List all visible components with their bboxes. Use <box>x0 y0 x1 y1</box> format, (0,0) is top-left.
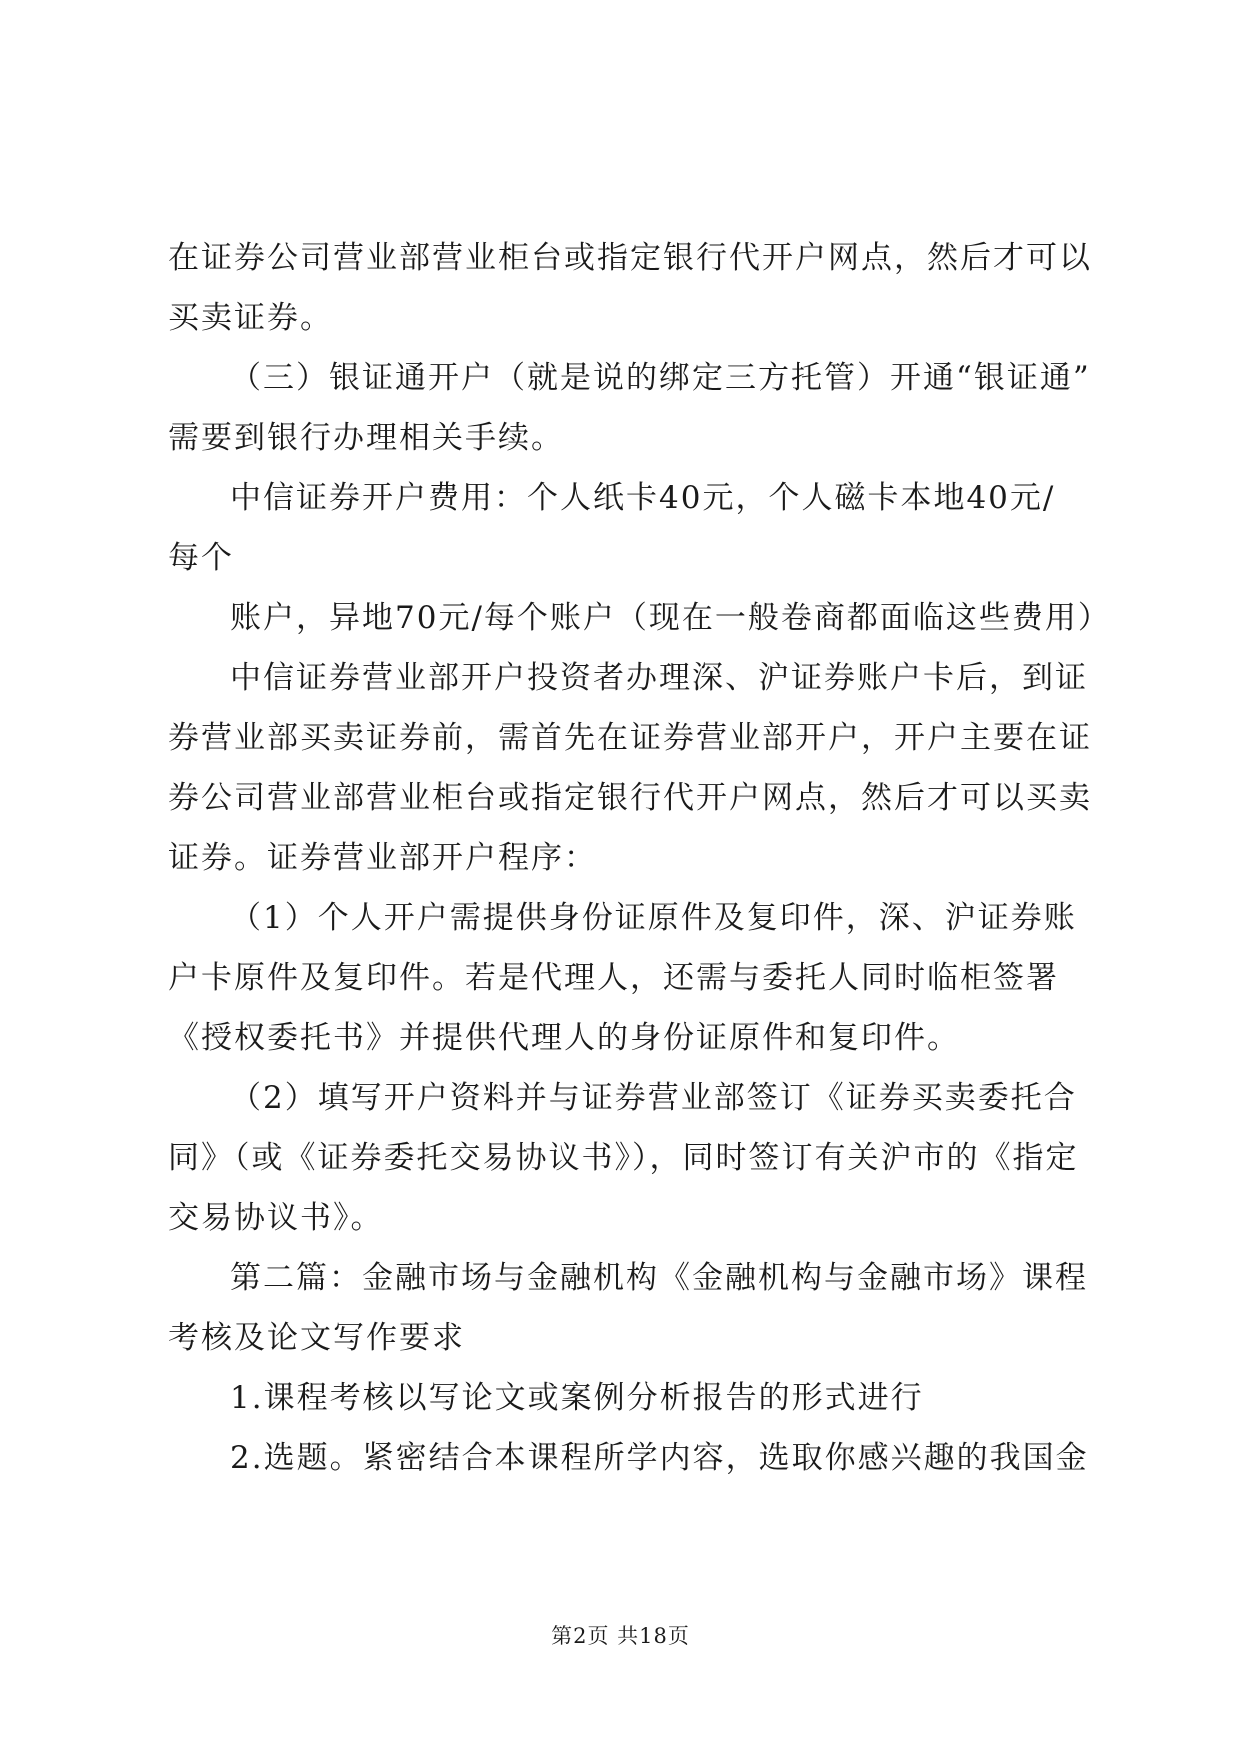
text-line: 账户，异地70元/每个账户（现在一般卷商都面临这些费用） <box>230 600 1111 636</box>
text-line: 券公司营业部营业柜台或指定银行代开户网点，然后才可以买卖 <box>168 780 1092 816</box>
text-line: 券营业部买卖证券前，需首先在证券营业部开户，开户主要在证 <box>168 720 1092 756</box>
text-line: 在证券公司营业部营业柜台或指定银行代开户网点，然后才可以 <box>168 240 1092 276</box>
page-number-footer: 第2页 共18页 <box>551 1624 690 1648</box>
text-line: 需要到银行办理相关手续。 <box>168 420 564 456</box>
text-line: 交易协议书》。 <box>168 1200 384 1236</box>
document-body <box>168 228 1111 1488</box>
section-heading-line: 考核及论文写作要求 <box>168 1320 465 1356</box>
text-line: 证券。证券营业部开户程序： <box>168 840 597 876</box>
text-line: 买卖证券。 <box>168 300 333 336</box>
text-line: 每个 <box>168 540 234 576</box>
text-line: 同》（或《证券委托交易协议书》），同时签订有关沪市的《指定 <box>168 1140 1079 1176</box>
text-line: 《授权委托书》并提供代理人的身份证原件和复印件。 <box>168 1020 960 1056</box>
section-heading-line: 第二篇：金融市场与金融机构《金融机构与金融市场》课程 <box>230 1260 1088 1296</box>
text-line: （2）填写开户资料并与证券营业部签订《证券买卖委托合 <box>230 1080 1077 1116</box>
text-line: 1.课程考核以写论文或案例分析报告的形式进行 <box>230 1380 924 1416</box>
text-line: 户卡原件及复印件。若是代理人，还需与委托人同时临柜签署 <box>168 960 1059 996</box>
text-line: （1）个人开户需提供身份证原件及复印件，深、沪证券账 <box>230 900 1077 936</box>
text-line: 中信证券开户费用：个人纸卡40元，个人磁卡本地40元/ <box>230 480 1056 516</box>
text-line: 中信证券营业部开户投资者办理深、沪证券账户卡后，到证 <box>230 660 1088 696</box>
text-line: 2.选题。紧密结合本课程所学内容，选取你感兴趣的我国金 <box>230 1440 1089 1476</box>
text-line: （三）银证通开户（就是说的绑定三方托管）开通“银证通” <box>230 360 1091 396</box>
